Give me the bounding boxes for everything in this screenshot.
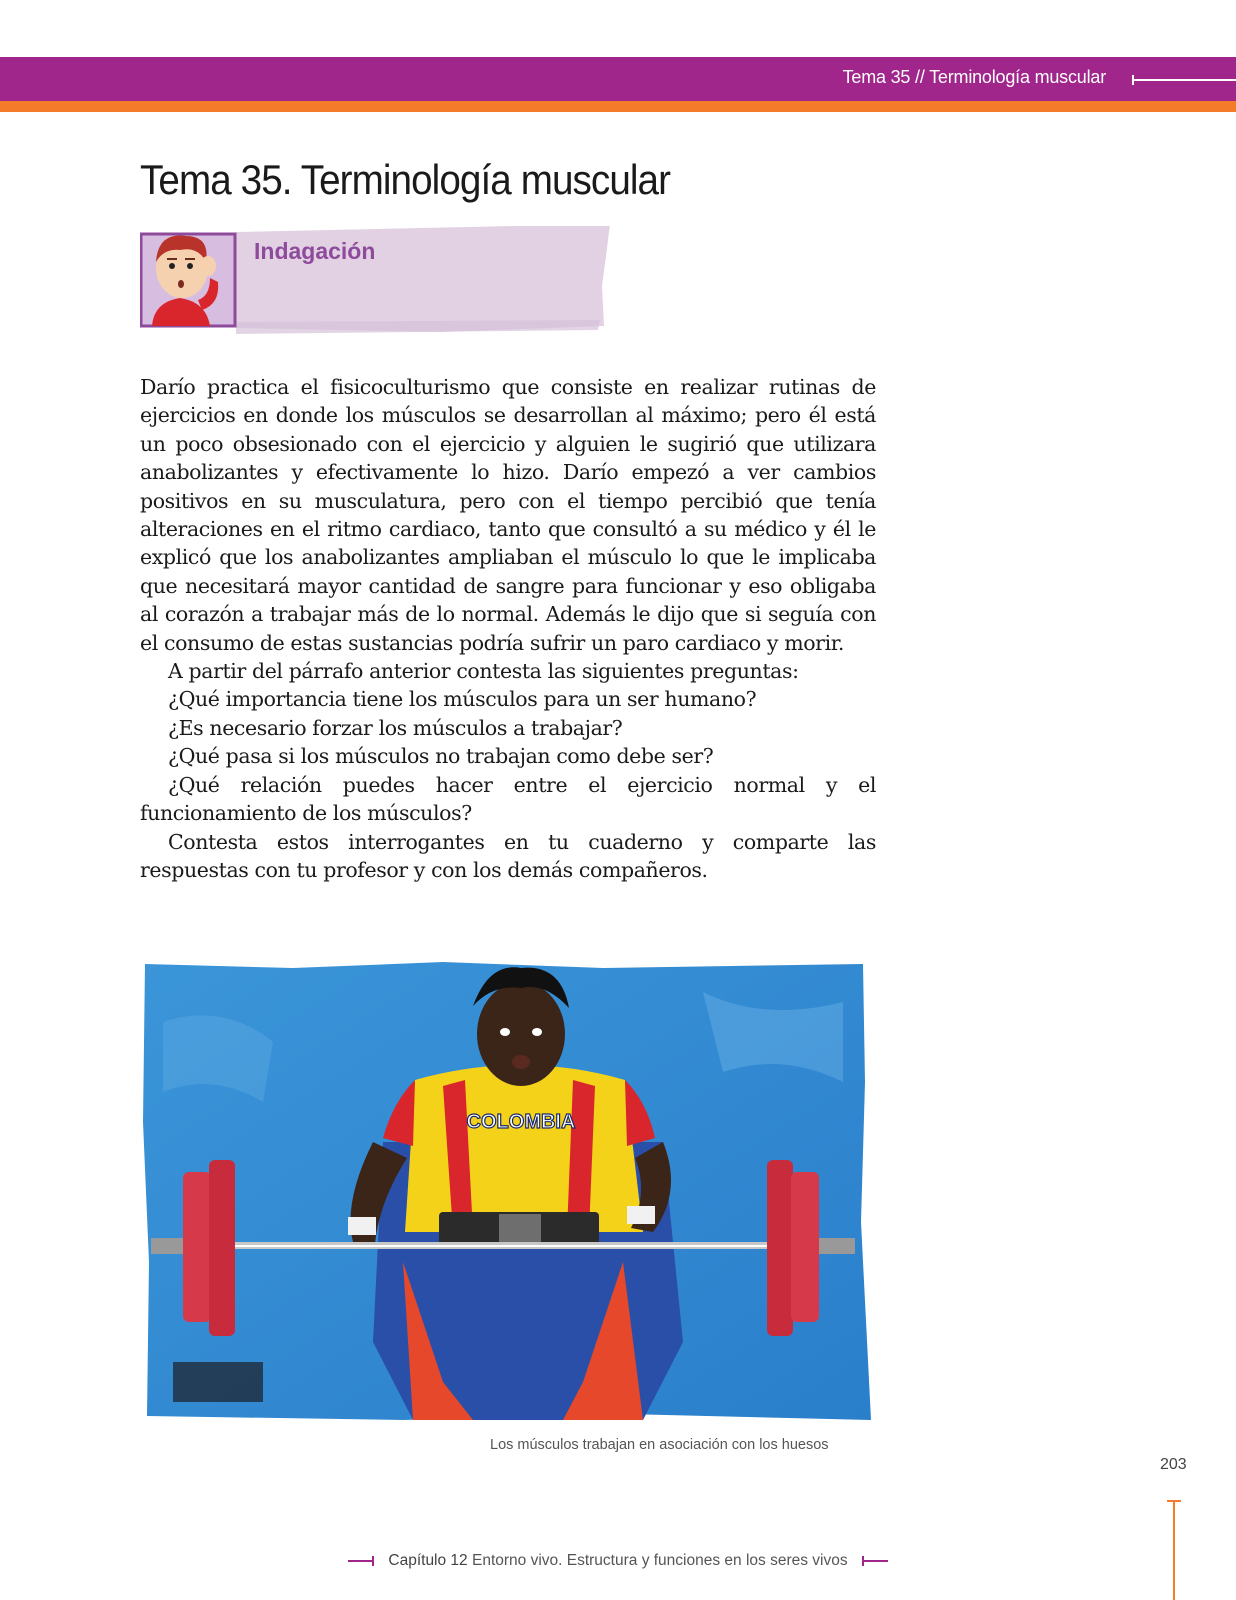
page-title: Tema 35. Terminología muscular [140, 156, 671, 203]
photo-caption: Los músculos trabajan en asociación con los huesos [490, 1437, 829, 1453]
body-text [140, 373, 876, 884]
footer [0, 1552, 1236, 1570]
header-rule-tick [1132, 75, 1134, 85]
question-1: ¿Qué importancia tiene los músculos para un ser humano? [168, 687, 757, 712]
question-4: ¿Qué relación puedes hacer entre el ejercicio normal y el funcionamiento de los músculos? [140, 772, 876, 826]
footer-rule-left [348, 1560, 374, 1562]
thinking-boy-icon [140, 226, 240, 338]
running-title: Tema 35 // Terminología muscular [842, 67, 1106, 87]
inquiry-label: Indagación [254, 238, 376, 264]
chapter-label: Capítulo 12 [388, 1552, 468, 1569]
footer-rule-right [862, 1560, 888, 1562]
weightlifter-photo [143, 962, 877, 1422]
question-3: ¿Qué pasa si los músculos no trabajan como debe ser? [168, 744, 714, 769]
side-rule [1173, 1500, 1175, 1600]
page-number: 203 [1160, 1456, 1187, 1473]
inquiry-box [140, 226, 620, 338]
closing-paragraph: Contesta estos interrogantes en tu cuaderno y comparte las respuestas con tu profesor y con los demás compañeros. [140, 829, 876, 882]
header-rule [1132, 79, 1236, 81]
intro-paragraph: Darío practica el fisicoculturismo que consiste en realizar rutinas de ejercicios en donde los músculos se desarrollan al máximo; pero él está un poco obsesionado con el ejercicio y alguien le sugirió que utilizara anabolizantes y efectivamente lo hizo. Darío empezó a ver cambios positivos en su musculatura, pero con el tiempo percibió que tenía alteraciones en el ritmo cardiaco, tanto que consultó a su médico y él le explicó que los anabolizantes ampliaban el músculo lo que le implicaba que necesitará mayor cantidad de sangre para funcionar y eso obligaba al corazón a trabajar más de lo normal. Además le dijo que si seguía con el consumo de estas sustancias podría sufrir un paro cardiaco y morir. [140, 375, 876, 655]
chapter-title: Entorno vivo. Estructura y funciones en los seres vivos [471, 1552, 848, 1569]
header-stripe [0, 101, 1236, 112]
question-2: ¿Es necesario forzar los músculos a trabajar? [168, 715, 623, 740]
shirt-text: COLOMBIA [466, 1111, 576, 1133]
instruction-paragraph: A partir del párrafo anterior contesta las siguientes preguntas: [168, 659, 799, 684]
